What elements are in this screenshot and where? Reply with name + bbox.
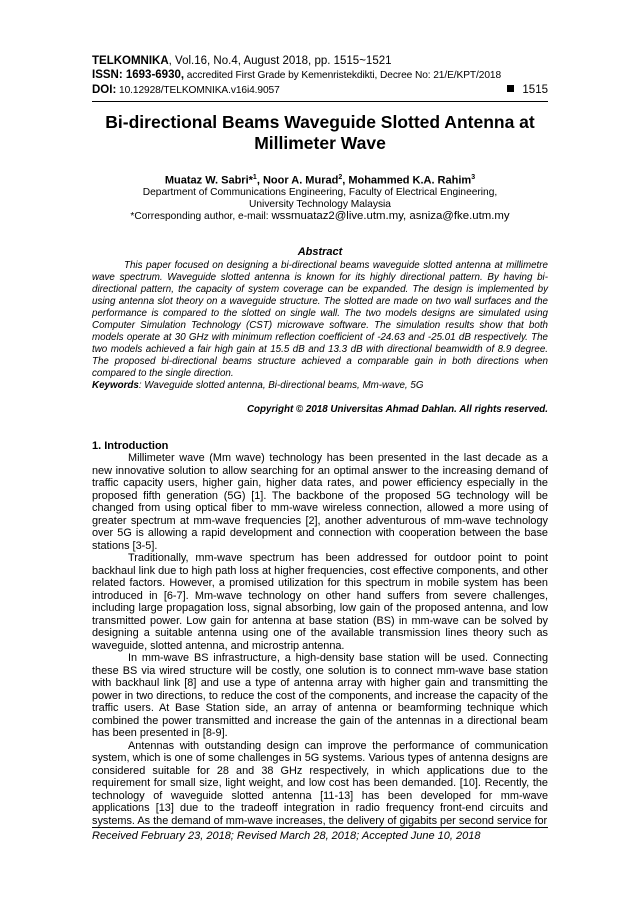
paragraph: In mm-wave BS infrastructure, a high-density base station will be used. Connecting these BS via wired structure will be costly, one solution is to connect mm-wave base station with backhaul link [8] and use a type of antenna array with higher gain and transmitting the power in two directions, to reduce the cost of the components, and increase the capacity of the traffic users. At Base Station side, an array of antenna or beamforming technique which combined the power transmitted and increase the gain of the antennas in a directional beam has been presented in [8-9]. bbox=[92, 652, 548, 739]
keywords-text: : Waveguide slotted antenna, Bi-directional beams, Mm-wave, 5G bbox=[138, 380, 424, 391]
corresponding-label: *Corresponding author, e-mail: bbox=[130, 211, 272, 222]
journal-header bbox=[92, 54, 548, 98]
paragraph: Antennas with outstanding design can improve the performance of communication system, which is one of some challenges in 5G systems. Various types of antenna designs are considered suitable for 28 and 38 GHz respectively, in which applications due to the requirement for small size, light weight, and low cost has been demanded. [10]. Recently, the technology of waveguide slotted antenna [11-13] has been developed for mm-wave applications [13] due to the tradeoff integration in radio frequency front-end circuits and systems. As the demand of mm-wave increases, the delivery of gigabits per second service for bbox=[92, 739, 548, 827]
page-number-value: 1515 bbox=[522, 84, 548, 96]
author-2: , Noor A. Murad bbox=[256, 174, 339, 187]
abstract-text: This paper focused on designing a bi-directional beams waveguide slotted antenna at millimetre wave spectrum. Waveguide slotted antenna is known for its highly directional pattern. By having bi-directional pattern, the capacity of system coverage can be expanded. The design is implemented by using antenna slot theory on a waveguide structure. The slotted are made on two wall surfaces and the performance is compared to the slotted on single wall. The two models designs are simulated using Computer Simulation Technology (CST) microwave software. The simulation results show that both models operate at 30 GHz with minimum reflection coefficient of -24.63 and -25.01 dB respectively. The two models achieved a fair high gain at 15.5 dB and 13.3 dB with directional beamwidth of 8.9 degree. The proposed bi-directional beams structure achieved a comparable gain in both directions when compared to the single direction. bbox=[92, 260, 548, 379]
doi-line bbox=[92, 83, 548, 98]
doi-value: 10.12928/TELKOMNIKA.v16i4.9057 bbox=[116, 85, 280, 96]
author-3-sup: 3 bbox=[471, 174, 476, 181]
square-bullet-icon bbox=[507, 85, 514, 92]
header-rule bbox=[92, 101, 548, 102]
author-2-sup: 2 bbox=[338, 174, 343, 181]
page-number bbox=[507, 83, 548, 97]
section-heading: 1. Introduction bbox=[92, 440, 169, 452]
doi-label: DOI: bbox=[92, 84, 117, 96]
keywords bbox=[92, 380, 548, 391]
issn-line bbox=[92, 68, 548, 83]
author-1-sup: 1 bbox=[252, 174, 257, 181]
paragraph: Millimeter wave (Mm wave) technology has been presented in the last decade as a new innovative solution to allow searching for an optimal answer to the increasing demand of traffic capacity users, higher gain, higher data rates, and power efficiency especially in the proposed fifth generation (5G) [1]. The backbone of the proposed 5G technology will be changed from using optical fiber to mm-wave wireless connection, allowed a more using of greater spectrum at mm-wave frequencies [2], another adventurous of mm-wave technology over 5G is allowing a rapid development and connection with cooperation between the base stations [3-5]. bbox=[92, 452, 548, 552]
paragraph: Traditionally, mm-wave spectrum has been addressed for outdoor point to point backhaul link due to high path loss at higher frequencies, cost effective components, and other related factors. However, a promised utilization for this spectrum in mobile system has been introduced in [6-7]. Mm-wave technology on other hand suffers from severe challenges, including large propagation loss, signal absorbing, low gain of the proposed antenna, and low transmitted power. Low gain for antenna at base station (BS) in mm-wave can be solved by designing a suitable antenna using one of the available transmission lines theory such as waveguide, slotted antenna, and microstrip antenna. bbox=[92, 552, 548, 652]
introduction-body bbox=[92, 452, 548, 827]
keywords-label: Keywords bbox=[92, 380, 139, 391]
received-dates: Received February 23, 2018; Revised March 28, 2018; Accepted June 10, 2018 bbox=[92, 830, 481, 842]
author-list bbox=[92, 174, 548, 187]
abstract-heading: Abstract bbox=[297, 246, 343, 258]
issn: ISSN: 1693-6930, bbox=[92, 69, 185, 81]
author-1: Muataz W. Sabri* bbox=[164, 174, 253, 187]
accreditation: accredited First Grade by Kemenristekdikti, Decree No: 21/E/KPT/2018 bbox=[184, 70, 502, 81]
volume-info: , Vol.16, No.4, August 2018, pp. 1515~1521 bbox=[168, 55, 392, 67]
journal-name: TELKOMNIKA bbox=[92, 55, 169, 67]
email-addresses: wssmuataz2@live.utm.my, asniza@fke.utm.my bbox=[271, 210, 510, 222]
paper-title: Bi-directional Beams Waveguide Slotted Antenna at Millimeter Wave bbox=[105, 112, 535, 153]
affiliation bbox=[92, 187, 548, 211]
corresponding-author bbox=[92, 210, 548, 222]
copyright-notice: Copyright © 2018 Universitas Ahmad Dahlan. All rights reserved. bbox=[246, 404, 548, 415]
footer-rule bbox=[92, 827, 548, 828]
affiliation-line-2: University Technology Malaysia bbox=[249, 199, 391, 210]
journal-line bbox=[92, 54, 548, 68]
author-3: , Mohammed K.A. Rahim bbox=[342, 174, 472, 187]
affiliation-line-1: Department of Communications Engineering, Faculty of Electrical Engineering, bbox=[142, 187, 498, 198]
